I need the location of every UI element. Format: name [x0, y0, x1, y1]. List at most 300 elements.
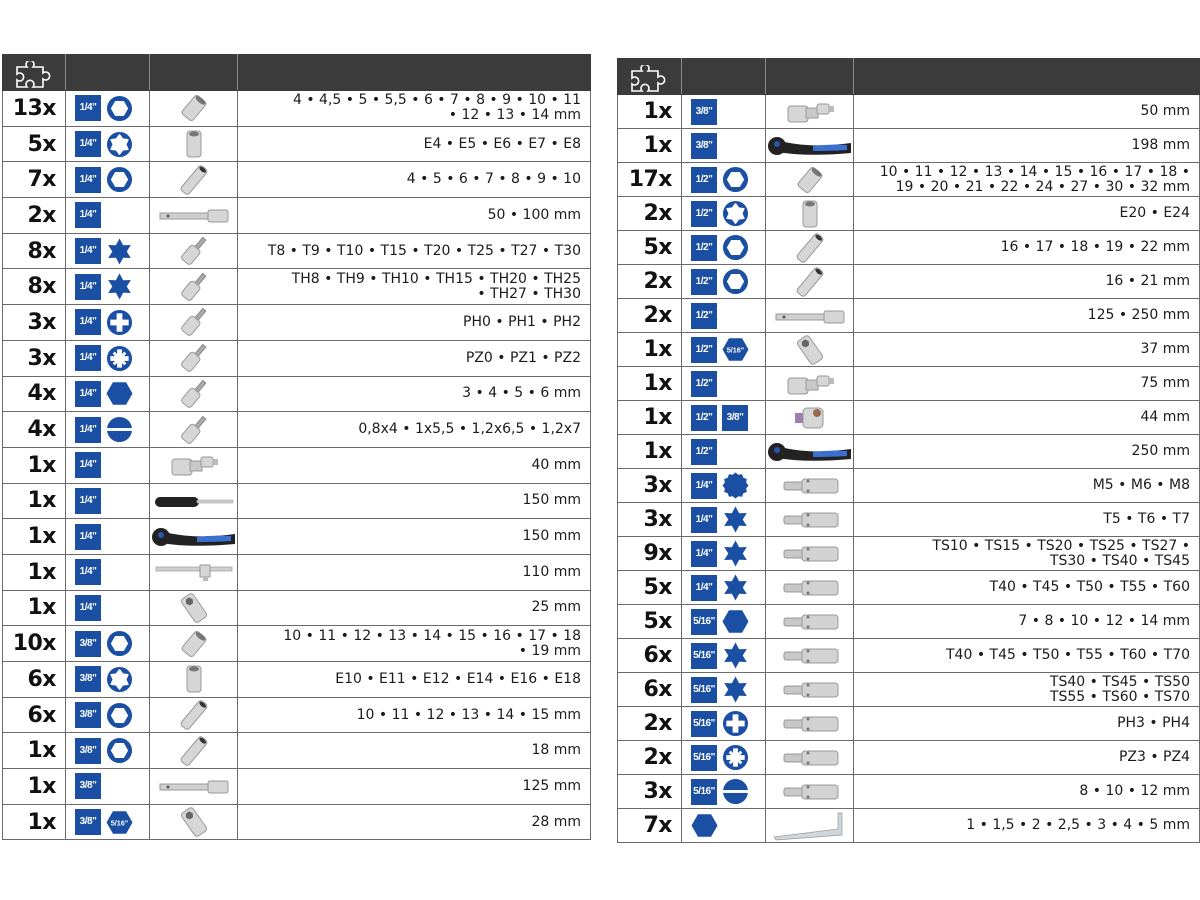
sizes-cell [238, 733, 591, 769]
spec-cell [682, 299, 766, 333]
header-cell-image [766, 59, 854, 95]
bit-image [766, 741, 854, 775]
drive-size-badge: 3/8" [75, 631, 101, 657]
socket-image [150, 626, 238, 662]
spec-cell [66, 412, 150, 448]
table-row [618, 367, 1200, 401]
ratchet-image [150, 519, 238, 555]
size-line: 16 • 17 • 18 • 19 • 22 mm [1000, 239, 1190, 255]
quantity-cell: 3x [3, 340, 66, 376]
table-row [618, 95, 1200, 129]
table-row [618, 775, 1200, 809]
drive-size-badge: 1/4" [75, 488, 101, 514]
quantity-cell: 1x [3, 483, 66, 519]
drive-size-badge: 1/2" [691, 167, 717, 193]
drive-size-badge: 1/4" [75, 238, 101, 264]
torx-ring-icon [106, 131, 133, 158]
table-row [618, 469, 1200, 503]
spec-cell [682, 503, 766, 537]
sizes-cell [238, 126, 591, 162]
table-row [3, 269, 591, 305]
size-line: TH8 • TH9 • TH10 • TH15 • TH20 • TH25 [291, 270, 581, 287]
hex-ring-icon [722, 234, 749, 261]
table-row [3, 804, 591, 840]
bit-socket-image [150, 305, 238, 341]
hex-solid-icon [106, 380, 133, 407]
spec-cell [682, 775, 766, 809]
sizes-cell [854, 605, 1200, 639]
ratchet-image [766, 435, 854, 469]
drive-size-badge: 3/8" [75, 702, 101, 728]
bit-image [766, 639, 854, 673]
table-row [618, 605, 1200, 639]
sizes-cell [238, 91, 591, 127]
table-row [618, 673, 1200, 707]
spec-cell [66, 91, 150, 127]
quantity-cell: 5x [618, 571, 682, 605]
phillips-icon [106, 309, 133, 336]
torx-star-icon [722, 540, 749, 567]
socket-e-image [150, 662, 238, 698]
quantity-cell: 2x [618, 741, 682, 775]
drive-size-badge: 5/16" [691, 609, 717, 635]
sizes-cell [854, 197, 1200, 231]
quantity-cell: 9x [618, 537, 682, 571]
deep-socket-image [766, 231, 854, 265]
spec-cell [66, 769, 150, 805]
sizes-cell [854, 469, 1200, 503]
drive-size-badge: 1/2" [691, 303, 717, 329]
sizes-cell [238, 340, 591, 376]
size-line: 19 • 20 • 21 • 22 • 24 • 27 • 30 • 32 mm [895, 178, 1190, 195]
table-header [618, 59, 1200, 95]
quantity-cell: 6x [3, 697, 66, 733]
torx-star-icon [722, 574, 749, 601]
header-cell-sizes [238, 55, 591, 91]
drive-size-badge: 1/4" [691, 575, 717, 601]
spec-cell [682, 469, 766, 503]
size-line: 3 • 4 • 5 • 6 mm [462, 385, 581, 402]
drive-size-badge: 1/4" [75, 131, 101, 157]
drive-size-badge: 1/4" [691, 507, 717, 533]
sizes-cell [854, 401, 1200, 435]
sizes-cell [854, 707, 1200, 741]
quantity-cell: 10x [3, 626, 66, 662]
hex-solid-icon [722, 608, 749, 635]
bit-image [766, 605, 854, 639]
size-line: 25 mm [531, 599, 581, 616]
table-row [618, 197, 1200, 231]
puzzle-piece-icon [630, 65, 668, 93]
drive-size-badge: 5/16" [691, 745, 717, 771]
bit-socket-image [150, 376, 238, 412]
spec-cell [682, 95, 766, 129]
quantity-cell: 2x [618, 197, 682, 231]
size-line: • 19 mm [518, 642, 581, 659]
table-row [3, 198, 591, 234]
quantity-cell: 3x [3, 305, 66, 341]
size-line: 150 mm [522, 492, 581, 509]
sizes-cell [238, 305, 591, 341]
sizes-cell [854, 95, 1200, 129]
quantity-cell: 1x [3, 769, 66, 805]
pozidriv-icon [106, 345, 133, 372]
table-row [3, 340, 591, 376]
hex-bit-drive-icon [722, 336, 749, 363]
universal-joint-image [150, 447, 238, 483]
drive-size-badge: 3/8" [691, 133, 717, 159]
sizes-cell [238, 198, 591, 234]
drive-size-badge: 1/2" [691, 439, 717, 465]
reducer-image [766, 401, 854, 435]
size-line: 10 • 11 • 12 • 13 • 14 • 15 • 16 • 17 • 18 • [879, 163, 1190, 180]
bit-socket-image [150, 233, 238, 269]
size-line: 125 • 250 mm [1087, 307, 1190, 323]
sizes-cell [854, 367, 1200, 401]
quantity-cell: 1x [618, 401, 682, 435]
quantity-cell: 7x [618, 809, 682, 843]
deep-socket-image [150, 733, 238, 769]
table-row [618, 639, 1200, 673]
drive-size-badge: 3/8" [75, 738, 101, 764]
size-line: 28 mm [531, 813, 581, 830]
sizes-cell [854, 741, 1200, 775]
spinner-handle-image [150, 483, 238, 519]
spec-cell [66, 340, 150, 376]
spec-cell [682, 741, 766, 775]
table-row [618, 163, 1200, 197]
table-row [3, 233, 591, 269]
quantity-cell: 17x [618, 163, 682, 197]
hex-ring-icon [106, 166, 133, 193]
bit-image [766, 707, 854, 741]
bit-socket-image [150, 412, 238, 448]
table-row [618, 809, 1200, 843]
drive-size-badge: 3/8" [691, 99, 717, 125]
table-row [3, 554, 591, 590]
table-row [3, 590, 591, 626]
table-row [3, 126, 591, 162]
table-row [618, 741, 1200, 775]
sizes-cell [238, 519, 591, 555]
spec-cell [682, 673, 766, 707]
table-row [3, 91, 591, 127]
size-line: 16 • 21 mm [1105, 273, 1190, 289]
drive-size-badge: 1/2" [691, 269, 717, 295]
size-line: 75 mm [1140, 375, 1190, 391]
quantity-cell: 3x [618, 775, 682, 809]
spec-cell [682, 571, 766, 605]
spec-cell [66, 590, 150, 626]
socket-e-image [150, 126, 238, 162]
quantity-cell: 6x [3, 662, 66, 698]
spec-cell [682, 435, 766, 469]
sizes-cell [238, 626, 591, 662]
phillips-icon [722, 710, 749, 737]
spec-cell [66, 447, 150, 483]
spec-cell [66, 519, 150, 555]
extension-image [150, 198, 238, 234]
svg-text:5/16": 5/16" [726, 345, 745, 355]
size-line: 4 • 5 • 6 • 7 • 8 • 9 • 10 [406, 171, 581, 188]
spec-cell [682, 163, 766, 197]
table-row [618, 129, 1200, 163]
size-line: TS10 • TS15 • TS20 • TS25 • TS27 • [932, 537, 1190, 554]
drive-size-badge: 1/4" [75, 167, 101, 193]
drive-size-badge: 1/2" [691, 235, 717, 261]
bit-image [766, 469, 854, 503]
quantity-cell: 1x [3, 447, 66, 483]
hex-bit-drive-icon [106, 809, 133, 836]
table-header [3, 55, 591, 91]
sizes-cell [854, 299, 1200, 333]
torx-star-icon [106, 273, 133, 300]
size-line: T40 • T45 • T50 • T55 • T60 [989, 579, 1190, 595]
socket-e-image [766, 197, 854, 231]
table-row [618, 333, 1200, 367]
torx-star-icon [722, 676, 749, 703]
spec-cell [682, 197, 766, 231]
size-line: 1 • 1,5 • 2 • 2,5 • 3 • 4 • 5 mm [966, 817, 1190, 833]
bit-image [766, 775, 854, 809]
quantity-cell: 5x [618, 231, 682, 265]
header-cell-spec [682, 59, 766, 95]
drive-size-badge: 1/4" [75, 202, 101, 228]
table-row [618, 265, 1200, 299]
spec-cell [66, 697, 150, 733]
right-parts-table [617, 58, 1200, 843]
bit-image [766, 537, 854, 571]
torx-star-icon [722, 642, 749, 669]
deep-socket-image [150, 162, 238, 198]
slotted-icon [722, 778, 749, 805]
spec-cell [66, 662, 150, 698]
header-cell-spec [66, 55, 150, 91]
table-row [618, 537, 1200, 571]
quantity-cell: 1x [618, 435, 682, 469]
header-cell-quantity [3, 55, 66, 91]
table-row [3, 519, 591, 555]
table-row [618, 435, 1200, 469]
drive-size-badge: 1/4" [75, 524, 101, 550]
torx-star-icon [722, 506, 749, 533]
spec-cell [682, 231, 766, 265]
table-row [3, 733, 591, 769]
socket-image [766, 163, 854, 197]
sizes-cell [238, 590, 591, 626]
sizes-cell [238, 483, 591, 519]
size-line: 37 mm [1140, 341, 1190, 357]
bit-image [766, 503, 854, 537]
hex-ring-icon [106, 630, 133, 657]
quantity-cell: 2x [3, 198, 66, 234]
torx-ring-icon [106, 666, 133, 693]
quantity-cell: 5x [3, 126, 66, 162]
size-line: 50 mm [1140, 103, 1190, 119]
sizes-cell [238, 233, 591, 269]
universal-joint-image [766, 95, 854, 129]
sizes-cell [854, 809, 1200, 843]
quantity-cell: 1x [618, 95, 682, 129]
spec-cell [682, 333, 766, 367]
drive-size-badge: 5/16" [691, 779, 717, 805]
bit-socket-image [150, 340, 238, 376]
spec-cell [682, 639, 766, 673]
extension-image [766, 299, 854, 333]
sizes-cell [854, 639, 1200, 673]
sizes-cell [238, 554, 591, 590]
size-line: E10 • E11 • E12 • E14 • E16 • E18 [335, 670, 581, 687]
drive-size-badge: 1/4" [75, 381, 101, 407]
sizes-cell [854, 231, 1200, 265]
drive-size-badge: 1/4" [75, 595, 101, 621]
spec-cell [682, 707, 766, 741]
slotted-icon [106, 416, 133, 443]
table-row [618, 401, 1200, 435]
quantity-cell: 6x [618, 639, 682, 673]
table-row [3, 376, 591, 412]
quantity-cell: 1x [3, 590, 66, 626]
spec-cell [682, 367, 766, 401]
size-line: T8 • T9 • T10 • T15 • T20 • T25 • T27 • T30 [267, 242, 581, 259]
size-line: 10 • 11 • 12 • 13 • 14 • 15 mm [356, 706, 581, 723]
size-line: 18 mm [531, 742, 581, 759]
size-line: 198 mm [1131, 137, 1190, 153]
quantity-cell: 1x [3, 804, 66, 840]
pozidriv-icon [722, 744, 749, 771]
drive-size-badge: 5/16" [691, 711, 717, 737]
table-row [3, 305, 591, 341]
size-line: 110 mm [522, 563, 581, 580]
bit-adapter-image [150, 804, 238, 840]
size-line: 0,8x4 • 1x5,5 • 1,2x6,5 • 1,2x7 [358, 421, 581, 438]
table-row [3, 412, 591, 448]
quantity-cell: 7x [3, 162, 66, 198]
quantity-cell: 1x [618, 333, 682, 367]
quantity-cell: 8x [3, 269, 66, 305]
spec-cell [66, 269, 150, 305]
hex-ring-icon [106, 737, 133, 764]
spline-icon [722, 472, 749, 499]
svg-text:5/16": 5/16" [110, 817, 129, 827]
quantity-cell: 2x [618, 707, 682, 741]
bit-image [766, 571, 854, 605]
sizes-cell [854, 435, 1200, 469]
spec-cell [66, 804, 150, 840]
table-row [618, 707, 1200, 741]
bit-adapter-image [150, 590, 238, 626]
size-line: 150 mm [522, 528, 581, 545]
drive-size-badge: 1/2" [691, 405, 717, 431]
drive-size-badge: 1/4" [691, 541, 717, 567]
table-row [618, 231, 1200, 265]
drive-size-badge: 1/4" [75, 417, 101, 443]
quantity-cell: 8x [3, 233, 66, 269]
size-line: E20 • E24 [1119, 205, 1190, 221]
quantity-cell: 6x [618, 673, 682, 707]
quantity-cell: 1x [3, 733, 66, 769]
sizes-cell [238, 162, 591, 198]
table-row [3, 662, 591, 698]
spec-cell [66, 198, 150, 234]
spec-cell [682, 809, 766, 843]
ratchet-image [766, 129, 854, 163]
torx-ring-icon [722, 200, 749, 227]
size-line: 40 mm [531, 456, 581, 473]
size-line: 10 • 11 • 12 • 13 • 14 • 15 • 16 • 17 • 18 [283, 627, 581, 644]
drive-size-badge: 1/4" [75, 274, 101, 300]
hex-ring-icon [722, 268, 749, 295]
sizes-cell [238, 269, 591, 305]
bit-adapter-image [766, 333, 854, 367]
t-bar-image [150, 554, 238, 590]
table-row [3, 697, 591, 733]
size-line: T5 • T6 • T7 [1103, 511, 1190, 527]
quantity-cell: 1x [3, 554, 66, 590]
size-line: PZ3 • PZ4 [1118, 749, 1190, 765]
table-row [618, 299, 1200, 333]
drive-size-badge: 1/2" [691, 201, 717, 227]
size-line: 50 • 100 mm [487, 206, 581, 223]
size-line: 125 mm [522, 777, 581, 794]
quantity-cell: 1x [3, 519, 66, 555]
size-line: PH0 • PH1 • PH2 [463, 313, 581, 330]
bit-image [766, 673, 854, 707]
drive-size-badge: 3/8" [75, 773, 101, 799]
size-line: 4 • 4,5 • 5 • 5,5 • 6 • 7 • 8 • 9 • 10 • 11 [292, 92, 581, 109]
size-line: 8 • 10 • 12 mm [1079, 783, 1190, 799]
table-row [3, 162, 591, 198]
header-cell-image [150, 55, 238, 91]
size-line: TS40 • TS45 • TS50 [1049, 673, 1190, 690]
drive-size-badge: 1/2" [691, 337, 717, 363]
drive-size-badge: 1/4" [75, 95, 101, 121]
hex-key-image [766, 809, 854, 843]
spec-cell [66, 483, 150, 519]
drive-size-badge: 1/4" [691, 473, 717, 499]
quantity-cell: 2x [618, 299, 682, 333]
quantity-cell: 1x [618, 367, 682, 401]
puzzle-piece-icon [15, 61, 53, 89]
sizes-cell [854, 333, 1200, 367]
table-row [3, 483, 591, 519]
quantity-cell: 4x [3, 376, 66, 412]
spec-cell [66, 554, 150, 590]
secondary-drive-badge: 3/8" [722, 405, 748, 431]
spec-cell [66, 733, 150, 769]
quantity-cell: 3x [618, 469, 682, 503]
spec-cell [66, 305, 150, 341]
table-row [3, 447, 591, 483]
spec-cell [682, 129, 766, 163]
sizes-cell [238, 662, 591, 698]
spec-cell [682, 265, 766, 299]
table-row [618, 503, 1200, 537]
drive-size-badge: 5/16" [691, 677, 717, 703]
bit-socket-image [150, 269, 238, 305]
deep-socket-image [766, 265, 854, 299]
drive-size-badge: 5/16" [691, 643, 717, 669]
size-line: E4 • E5 • E6 • E7 • E8 [423, 135, 581, 152]
size-line: • TH27 • TH30 [477, 285, 581, 302]
drive-size-badge: 1/4" [75, 309, 101, 335]
drive-size-badge: 1/4" [75, 452, 101, 478]
spec-cell [682, 605, 766, 639]
spec-cell [66, 162, 150, 198]
deep-socket-image [150, 697, 238, 733]
size-line: TS55 • TS60 • TS70 [1049, 688, 1190, 705]
left-parts-table [2, 54, 591, 840]
